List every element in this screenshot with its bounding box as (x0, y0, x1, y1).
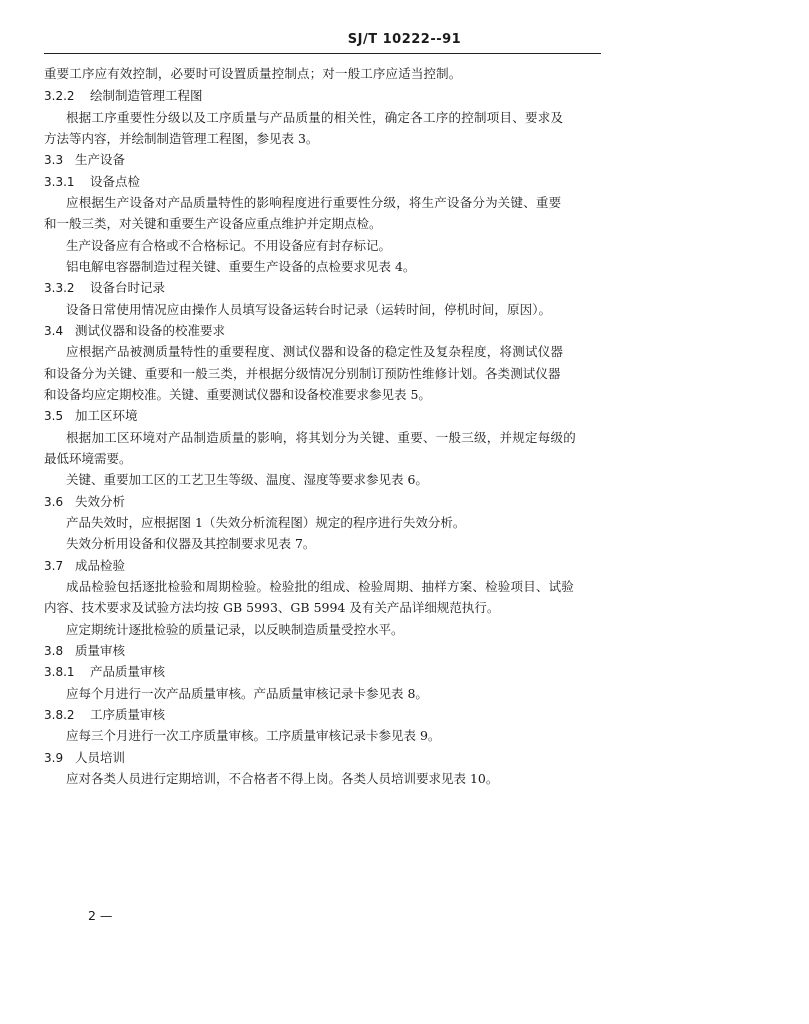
section-number: 3.9 (44, 751, 64, 765)
line-text: 应对各类人员进行定期培训，不合格者不得上岗。各类人员培训要求见表 10。 (66, 771, 499, 786)
line-text: 关键、重要加工区的工艺卫生等级、温度、湿度等要求参见表 6。 (66, 472, 428, 487)
line-24 (66, 579, 574, 595)
standard-number-header: SJ/T 10222--91 (347, 32, 462, 47)
line-text: 方法等内容，并绘制制造管理工程图，参见表 3。 (44, 131, 319, 146)
section-title: 人员培训 (75, 750, 126, 765)
section-number: 3.8.1 (44, 665, 75, 679)
section-heading-3-3-1 (44, 174, 140, 190)
line-22 (66, 536, 315, 552)
section-title: 成品检验 (75, 558, 126, 573)
header-rule (44, 53, 601, 54)
line-text: 和设备分为关键、重要和一般三类，并根据分级情况分别制订预防性维修计划。各类测试仪器 (44, 366, 561, 381)
line-21 (66, 515, 465, 531)
line-text: 应每个月进行一次产品质量审核。产品质量审核记录卡参见表 8。 (66, 686, 428, 701)
section-number: 3.3 (44, 153, 64, 167)
line-2 (66, 110, 563, 126)
section-number: 3.8.2 (44, 708, 75, 722)
section-title: 设备台时记录 (90, 280, 166, 295)
line-text: 应每三个月进行一次工序质量审核。工序质量审核记录卡参见表 9。 (66, 728, 441, 743)
line-text: 重要工序应有效控制，必要时可设置质量控制点；对一般工序应适当控制。 (44, 66, 462, 81)
line-7 (44, 216, 382, 232)
line-11 (66, 302, 551, 318)
line-text: 和设备均应定期校准。关键、重要测试仪器和设备校准要求参见表 5。 (44, 387, 431, 402)
line-text: 应根据生产设备对产品质量特性的影响程度进行重要性分级，将生产设备分为关键、重要 (66, 195, 562, 210)
section-title: 绘制制造管理工程图 (90, 88, 203, 103)
section-title: 测试仪器和设备的校准要求 (75, 323, 226, 338)
section-heading-3-7 (44, 558, 125, 574)
line-0 (44, 66, 461, 82)
line-15 (44, 387, 431, 403)
section-title: 设备点检 (90, 174, 141, 189)
line-17 (66, 430, 576, 446)
section-number: 3.8 (44, 644, 64, 658)
line-text: 产品失效时，应根据图 1（失效分析流程图）规定的程序进行失效分析。 (66, 515, 466, 530)
section-number: 3.5 (44, 409, 64, 423)
section-heading-3-3-2 (44, 280, 165, 296)
section-title: 加工区环境 (75, 408, 138, 423)
line-26 (66, 622, 404, 638)
line-text: 根据工序重要性分级以及工序质量与产品质量的相关性，确定各工序的控制项目、要求及 (66, 110, 564, 125)
section-title: 质量审核 (75, 643, 126, 658)
line-14 (44, 366, 561, 382)
line-text: 最低环境需要。 (44, 451, 132, 466)
line-29 (66, 686, 428, 702)
line-13 (66, 344, 563, 360)
line-text: 应根据产品被测质量特性的重要程度、测试仪器和设备的稳定性及复杂程度，将测试仪器 (66, 344, 564, 359)
line-text: 成品检验包括逐批检验和周期检验。检验批的组成、检验周期、抽样方案、检验项目、试验 (66, 579, 575, 594)
line-text: 内容、技术要求及试验方法均按 GB 5993、GB 5994 及有关产品详细规范执行。 (44, 600, 500, 615)
section-heading-3-8-1 (44, 664, 165, 680)
line-text: 生产设备应有合格或不合格标记。不用设备应有封存标记。 (66, 238, 392, 253)
section-title: 生产设备 (75, 152, 126, 167)
line-text: 和一般三类，对关键和重要生产设备应重点维护并定期点检。 (44, 216, 382, 231)
line-3 (44, 131, 318, 147)
line-18 (44, 451, 132, 467)
section-number: 3.2.2 (44, 89, 75, 103)
section-heading-3-3 (44, 152, 125, 168)
page-number: 2 — (88, 908, 113, 923)
section-heading-3-6 (44, 494, 125, 510)
line-33 (66, 771, 498, 787)
section-title: 失效分析 (75, 494, 126, 509)
section-number: 3.7 (44, 559, 64, 573)
section-heading-3-9 (44, 750, 125, 766)
line-31 (66, 728, 440, 744)
section-heading-3-5 (44, 408, 138, 424)
line-text: 铝电解电容器制造过程关键、重要生产设备的点检要求见表 4。 (66, 259, 416, 274)
line-text: 设备日常使用情况应由操作人员填写设备运转台时记录（运转时间，停机时间，原因）。 (66, 302, 552, 317)
section-title: 工序质量审核 (90, 707, 166, 722)
section-number: 3.3.2 (44, 281, 75, 295)
line-text: 根据加工区环境对产品制造质量的影响，将其划分为关键、重要、一般三级，并规定每级的 (66, 430, 577, 445)
section-title: 产品质量审核 (90, 664, 166, 679)
line-text: 失效分析用设备和仪器及其控制要求见表 7。 (66, 536, 316, 551)
section-number: 3.4 (44, 324, 64, 338)
line-25 (44, 600, 499, 616)
section-heading-3-8 (44, 643, 125, 659)
section-heading-3-8-2 (44, 707, 165, 723)
line-text: 应定期统计逐批检验的质量记录，以反映制造质量受控水平。 (66, 622, 404, 637)
section-heading-3-2-2 (44, 88, 203, 104)
line-9 (66, 259, 415, 275)
line-6 (66, 195, 561, 211)
section-heading-3-4 (44, 323, 225, 339)
line-19 (66, 472, 428, 488)
line-8 (66, 238, 391, 254)
section-number: 3.6 (44, 495, 64, 509)
section-number: 3.3.1 (44, 175, 75, 189)
